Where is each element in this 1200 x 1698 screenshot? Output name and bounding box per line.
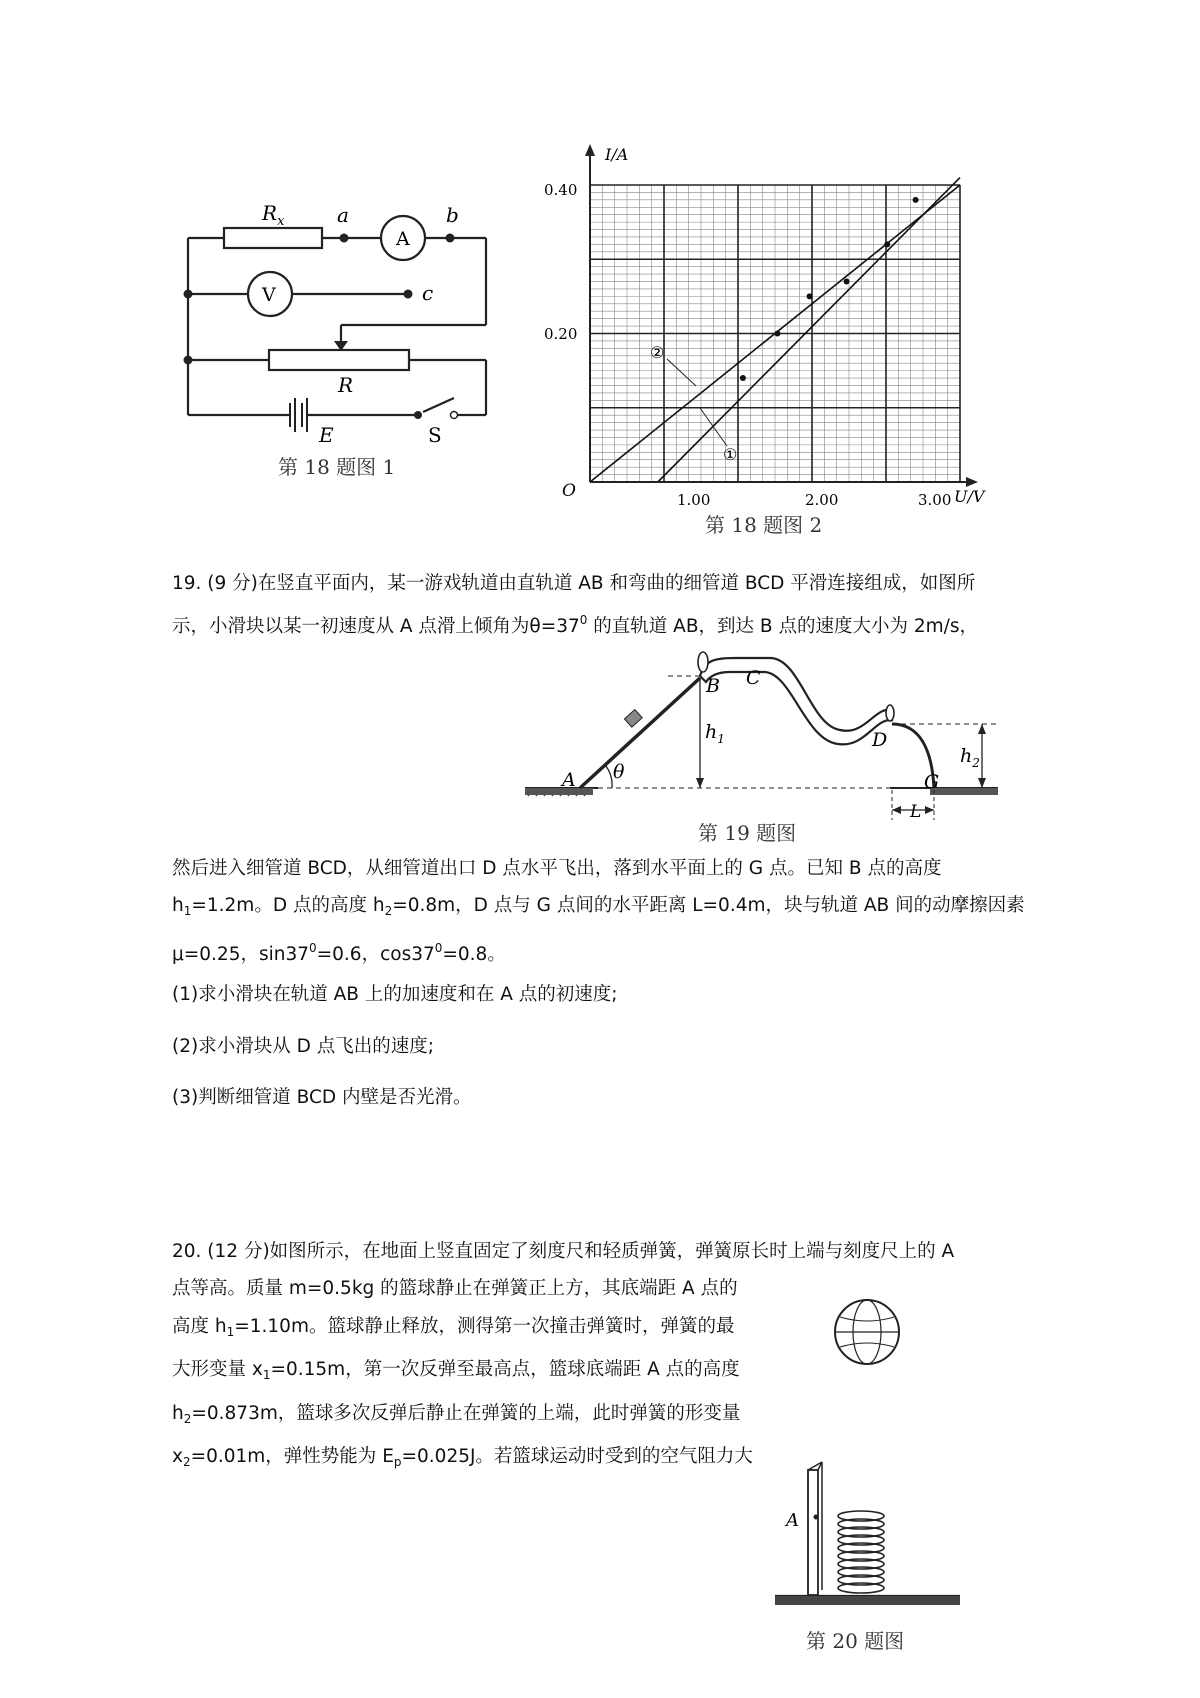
label-ruler-a: A	[786, 1510, 799, 1531]
ammeter-symbol: A	[396, 228, 410, 250]
label-point-d: D	[872, 729, 888, 751]
line-2-label: ②	[650, 343, 665, 362]
label-point-c: C	[746, 667, 761, 689]
q19-sub2: (2)求小滑块从 D 点飞出的速度;	[172, 1036, 434, 1057]
label-h2: $h_2$	[960, 745, 980, 770]
q19-sub3: (3)判断细管道 BCD 内壁是否光滑。	[172, 1087, 472, 1108]
q20-line2: 点等高。质量 m=0.5kg 的篮球静止在弹簧正上方，其底端距 A 点的	[172, 1278, 738, 1299]
label-c: c	[422, 281, 434, 305]
x-tick-300: 3.00	[918, 491, 952, 509]
q19-line4: $h_1=1.2m$。D 点的高度 $h_2=0.8m$，D 点与 G 点间的水平距离 L=0.4m，块与轨道 AB 间的动摩擦因素	[172, 895, 1025, 918]
label-a: a	[337, 203, 349, 227]
label-switch: S	[428, 423, 442, 447]
data-point	[740, 375, 746, 381]
y-axis-label: I/A	[605, 145, 629, 164]
q19-given	[172, 850, 1072, 973]
y-tick-020: 0.20	[544, 325, 578, 343]
label-point-g: G	[924, 771, 940, 793]
circuit-diagram	[180, 190, 540, 530]
data-point	[774, 331, 780, 337]
label-rx: $R_x$	[262, 201, 285, 229]
fit-line-1	[658, 178, 960, 482]
q19-sub1: (1)求小滑块在轨道 AB 上的加速度和在 A 点的初速度;	[172, 984, 618, 1005]
y-tick-040: 0.40	[544, 181, 578, 199]
q20-line5: $h_2=0.873m$，篮球多次反弹后静止在弹簧的上端，此时弹簧的形变量	[172, 1402, 741, 1426]
data-point	[884, 241, 890, 247]
label-point-a: A	[562, 769, 576, 791]
basketball-icon	[835, 1300, 899, 1364]
data-point	[913, 197, 919, 203]
label-emf: E	[319, 423, 334, 447]
q20-line1: 20. (12 分)如图所示，在地面上竖直固定了刻度尺和轻质弹簧，弹簧原长时上端与刻度尺上的 A	[172, 1241, 955, 1262]
label-l: L	[910, 802, 922, 822]
label-h1: $h_1$	[705, 721, 725, 746]
x-tick-100: 1.00	[677, 491, 711, 509]
label-point-b: B	[706, 675, 720, 697]
x-axis-label: U/V	[954, 487, 985, 506]
q19-line5: μ=0.25，$\sin 37^0=0.6$，$\cos 37^0=0.8$。	[172, 941, 506, 965]
origin-label: O	[562, 481, 576, 501]
track-diagram	[520, 640, 1020, 850]
x-tick-200: 2.00	[805, 491, 839, 509]
fig18-2-caption: 第 18 题图 2	[705, 513, 823, 537]
label-b: b	[446, 203, 459, 227]
fig19-caption: 第 19 题图	[698, 821, 797, 845]
data-point	[844, 279, 850, 285]
q19-line1: 19. (9 分)在竖直平面内，某一游戏轨道由直轨道 AB 和弯曲的细管道 BCD 平滑连接组成，如图所	[172, 573, 976, 594]
fig18-1-caption: 第 18 题图 1	[278, 455, 396, 479]
q20-line6: $x_2=0.01m$，弹性势能为 $E_p=0.025J$。若篮球运动时受到的空气阻力大	[172, 1446, 753, 1469]
q20-line3: 高度 $h_1=1.10m$。篮球静止释放，测得第一次撞击弹簧时，弹簧的最	[172, 1315, 735, 1339]
fig20-caption: 第 20 题图	[806, 1629, 905, 1653]
q19-line2: 示，小滑块以某一初速度从 A 点滑上倾角为$\theta=37^0$ 的直轨道 AB，到达 B 点的速度大小为 2m/s，	[172, 613, 979, 637]
iu-graph	[544, 140, 990, 580]
spring-icon	[838, 1511, 884, 1593]
line-1-label: ①	[723, 445, 738, 464]
data-point	[807, 293, 813, 299]
q19-line3: 然后进入细管道 BCD，从细管道出口 D 点水平飞出，落到水平面上的 G 点。已知 B 点的高度	[172, 858, 942, 879]
label-theta: θ	[613, 761, 625, 783]
spring-diagram	[770, 1290, 970, 1690]
voltmeter-symbol: V	[262, 284, 276, 306]
label-rheostat: R	[338, 373, 354, 397]
q19-intro	[172, 565, 1072, 645]
q20-body	[172, 1270, 772, 1482]
q20-line4: 大形变量 $x_1=0.15m$，第一次反弹至最高点，篮球底端距 A 点的高度	[172, 1359, 740, 1382]
